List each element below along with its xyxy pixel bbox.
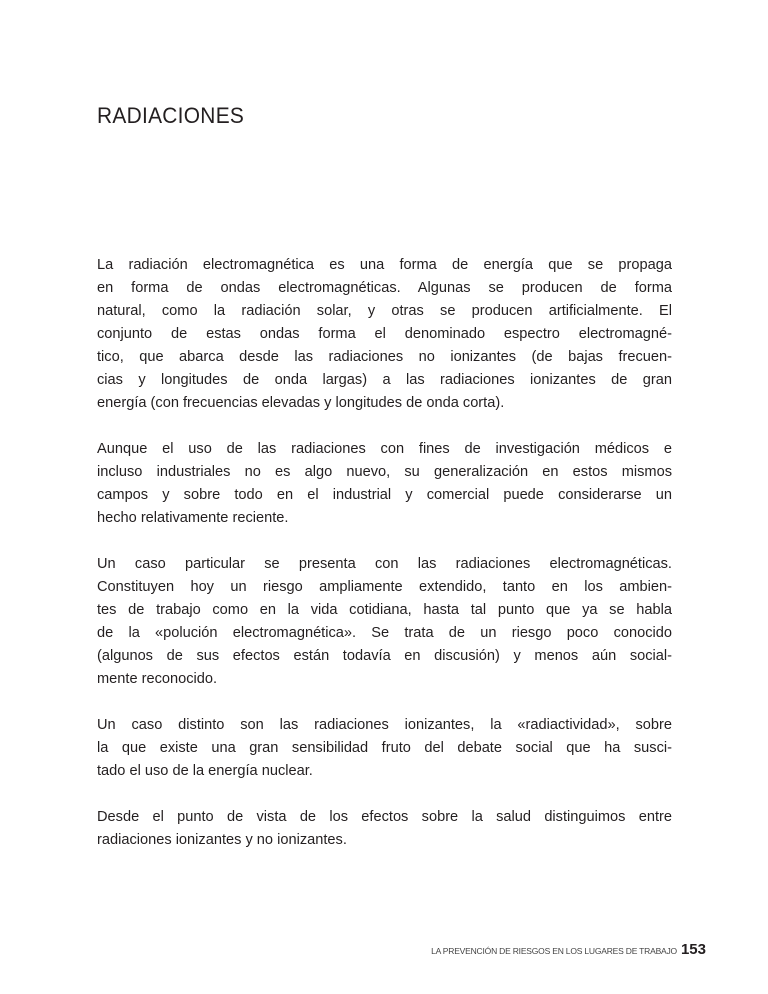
text-line: tes de trabajo como en la vida cotidiana, hasta tal punto que ya se habla	[97, 602, 672, 618]
text-line: natural, como la radiación solar, y otras se producen artificialmente. El	[97, 303, 672, 319]
text-line: (algunos de sus efectos están todavía en discusión) y menos aún social-	[97, 648, 672, 664]
paragraph	[97, 438, 672, 530]
text-line: Constituyen hoy un riesgo ampliamente extendido, tanto en los ambien-	[97, 579, 672, 595]
text-line: de la «polución electromagnética». Se trata de un riesgo poco conocido	[97, 625, 672, 641]
body-text	[97, 254, 672, 875]
text-line: en forma de ondas electromagnéticas. Algunas se producen de forma	[97, 280, 672, 296]
text-line: cias y longitudes de onda largas) a las radiaciones ionizantes de gran	[97, 372, 672, 388]
footer-running-title: LA PREVENCIÓN DE RIESGOS EN LOS LUGARES DE TRABAJO	[431, 946, 677, 956]
text-line: hecho relativamente reciente.	[97, 510, 289, 526]
text-line: Un caso distinto son las radiaciones ionizantes, la «radiactividad», sobre	[97, 717, 672, 733]
text-line: la que existe una gran sensibilidad fruto del debate social que ha susci-	[97, 740, 672, 756]
text-line: incluso industriales no es algo nuevo, su generalización en estos mismos	[97, 464, 672, 480]
paragraph	[97, 553, 672, 691]
text-line: tado el uso de la energía nuclear.	[97, 763, 313, 779]
page-number: 153	[680, 941, 706, 958]
paragraph	[97, 806, 672, 852]
text-line: radiaciones ionizantes y no ionizantes.	[97, 832, 347, 848]
text-line: energía (con frecuencias elevadas y longitudes de onda corta).	[97, 395, 505, 411]
text-line: tico, que abarca desde las radiaciones no ionizantes (de bajas frecuen-	[97, 349, 672, 365]
text-line: mente reconocido.	[97, 671, 218, 687]
page-footer	[431, 941, 706, 958]
text-line: La radiación electromagnética es una forma de energía que se propaga	[97, 257, 672, 273]
text-line: Aunque el uso de las radiaciones con fines de investigación médicos e	[97, 441, 672, 457]
paragraph	[97, 714, 672, 783]
page-title: RADIACIONES	[97, 102, 245, 128]
text-line: Desde el punto de vista de los efectos sobre la salud distinguimos entre	[97, 809, 672, 825]
text-line: Un caso particular se presenta con las radiaciones electromagnéticas.	[97, 556, 672, 572]
text-line: conjunto de estas ondas forma el denominado espectro electromagné-	[97, 326, 672, 342]
paragraph	[97, 254, 672, 415]
text-line: campos y sobre todo en el industrial y comercial puede considerarse un	[97, 487, 672, 503]
